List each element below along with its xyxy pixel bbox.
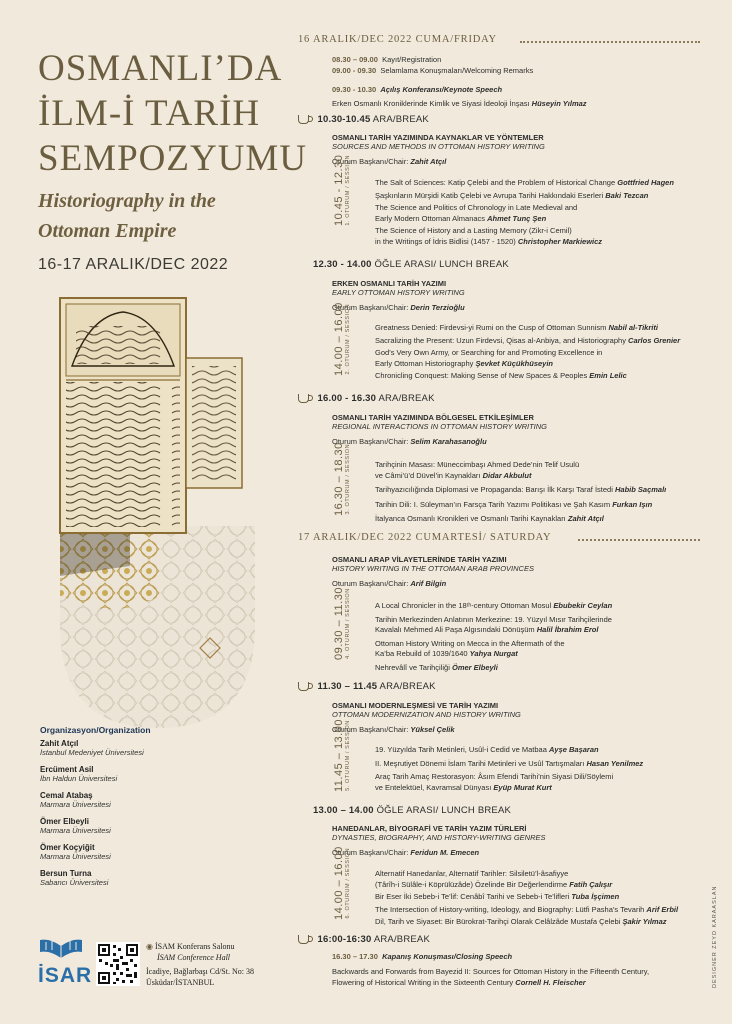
paper-title-cont: ve Câmi’ü’d Düvel’in Kaynakları	[375, 470, 481, 480]
session-time: 14.00 – 16.00	[333, 846, 345, 920]
paper-title: The Science of History and a Lasting Memory (Zikr-i Cemil)	[375, 226, 572, 235]
session-number: 3. OTURUM / SESSION	[345, 443, 351, 515]
paper-author: Hasan Yenilmez	[586, 758, 644, 768]
keynote-header	[332, 85, 502, 94]
session-2-papers	[375, 323, 680, 382]
paper-title: Ottoman History Writing on Mecca in the Aftermath of the	[375, 638, 565, 648]
paper-author: Şakir Yılmaz	[622, 917, 667, 926]
organizer-2	[40, 765, 250, 783]
coffee-cup-icon	[298, 935, 309, 944]
paper	[375, 745, 643, 756]
paper-title: Tarihyazıcılığında Diplomasi ve Propaganda: Barışı İlk Karşı Taraf İstedi	[375, 485, 613, 494]
paper	[375, 203, 674, 224]
address-line-1: İcadiye, Bağlarbaşı Cd/St. No: 38	[146, 967, 254, 976]
closing-title: Backwards and Forwards from Bayezid II: Sources for Ottoman History in the Fifteenth Century,	[332, 967, 650, 976]
session-3-papers	[375, 460, 666, 525]
session-time: 09.30 – 11.30	[333, 587, 345, 660]
paper-title: God’s Very Own Army, or Searching for and Promoting Excellence in	[375, 348, 603, 357]
title-line-3: SEMPOZYUMU	[38, 138, 308, 179]
chair-label: Oturum Başkanı/Chair:	[332, 437, 409, 446]
chair-name: Feridun M. Emecen	[410, 848, 480, 857]
paper-title: The Intersection of History-writing, Ideology, and Biography: Lütfi Pasha’s Tevarih	[375, 904, 645, 914]
session-number: 6. OTURUM / SESSION	[345, 847, 351, 919]
venue-block	[146, 942, 254, 988]
coffee-cup-icon	[298, 394, 309, 403]
venue-line	[146, 942, 254, 953]
paper	[375, 500, 666, 511]
paper-author: Furkan Işın	[612, 499, 653, 509]
lunch-break-1	[313, 259, 509, 270]
session-number: 1. OTURUM / SESSION	[345, 154, 351, 226]
paper-title: Şaşkınların Mürşidi Katib Çelebi ve Avrupa Tarihi Hakkındaki Eserleri	[375, 190, 604, 200]
session-2	[332, 279, 465, 312]
keynote-title: Erken Osmanlı Kroniklerinde Kimlik ve Siyasi İdeoloji İnşası	[332, 99, 530, 108]
session-title-en: HISTORY WRITING IN THE OTTOMAN ARAB PROVINCES	[332, 564, 534, 573]
paper-author: Nabil al-Tikriti	[608, 323, 658, 332]
break-time: 11.30 – 11.45	[317, 681, 378, 692]
paper-author: Şevket Küçükhüseyin	[475, 358, 553, 368]
session-title: ERKEN OSMANLI TARİH YAZIMI	[332, 279, 447, 288]
schedule-item-registration	[332, 55, 441, 64]
subtitle-line-2: Ottoman Empire	[38, 220, 177, 242]
closing-label: Kapanış Konuşması/Closing Speech	[382, 952, 513, 961]
title-line-2: İLM-İ TARİH	[38, 93, 261, 134]
chair-name: Yüksel Çelik	[410, 725, 455, 734]
paper	[375, 772, 643, 793]
paper-title: 19. Yüzyılda Tarih Metinleri, Usûl-i Cedid ve Matbaa	[375, 745, 547, 754]
chair-name: Arif Bilgin	[410, 579, 447, 588]
closing-time: 16.30 – 17.30	[332, 952, 378, 961]
session-5-label	[333, 719, 351, 792]
organizer-name: Ömer Elbeyli	[40, 817, 89, 826]
session-chair	[332, 579, 534, 588]
break-label: ARA/BREAK	[372, 114, 429, 125]
paper	[375, 514, 666, 525]
paper-author: Christopher Markiewicz	[517, 236, 603, 246]
paper	[375, 323, 680, 334]
day1-heading: 16 ARALIK/DEC 2022 CUMA/FRIDAY	[298, 34, 497, 45]
chair-label: Oturum Başkanı/Chair:	[332, 725, 409, 734]
paper-author: Ömer Elbeyli	[452, 662, 498, 672]
address-line-2: Üsküdar/İSTANBUL	[146, 977, 215, 987]
session-time: 10.45 - 12.30	[333, 154, 345, 226]
organizer-5	[40, 843, 250, 861]
session-chair	[332, 437, 547, 446]
paper-author: Fatih Çalışır	[569, 879, 613, 889]
paper-author: Carlos Grenier	[628, 335, 681, 345]
paper-author: Ayşe Başaran	[548, 745, 599, 754]
chair-name: Zahit Atçıl	[410, 157, 447, 166]
session-chair	[332, 848, 546, 857]
break-label: ARA/BREAK	[373, 934, 431, 945]
chair-label: Oturum Başkanı/Chair:	[332, 848, 409, 857]
break-4	[298, 934, 430, 945]
paper	[375, 759, 643, 770]
paper-title: The Science and Politics of Chronology in Late Medieval and	[375, 203, 578, 212]
title-line-1: OSMANLI’DA	[38, 48, 283, 89]
paper	[375, 336, 680, 347]
keynote-talk	[332, 99, 587, 108]
break-time: 16.00 - 16.30	[317, 393, 377, 404]
session-4-label	[333, 587, 351, 660]
session-time: 11.45 – 13.00	[333, 719, 345, 792]
paper	[375, 615, 612, 636]
chair-name: Selim Karahasanoğlu	[410, 437, 487, 446]
day2-heading: 17 ARALIK/DEC 2022 CUMARTESİ/ SATURDAY	[298, 532, 552, 543]
paper-title: Alternatif Hanedanlar, Alternatif Tarihler: Silsiletü’l-âsafiyye	[375, 869, 569, 878]
organizer-institution: İbn Haldun Üniversitesi	[40, 774, 118, 783]
manuscript-illustration	[50, 296, 260, 728]
session-6-papers	[375, 869, 678, 928]
paper-author: Gottfried Hagen	[617, 178, 674, 187]
keynote-author: Hüseyin Yılmaz	[531, 99, 587, 108]
schedule-item-welcome	[332, 66, 533, 75]
session-title-en: OTTOMAN MODERNIZATION AND HISTORY WRITING	[332, 710, 521, 719]
paper-author: Eyüp Murat Kurt	[493, 782, 552, 792]
session-title: OSMANLI MODERNLEŞMESİ VE TARİH YAZIMI	[332, 701, 499, 710]
poster-dates: 16-17 ARALIK/DEC 2022	[38, 256, 229, 273]
session-title-en: REGIONAL INTERACTIONS IN OTTOMAN HISTORY WRITING	[332, 422, 548, 431]
session-title-en: EARLY OTTOMAN HISTORY WRITING	[332, 288, 465, 297]
session-chair	[332, 725, 521, 734]
session-title: OSMANLI TARİH YAZIMINDA KAYNAKLAR VE YÖNTEMLER	[332, 133, 544, 142]
item-text: Selamlama Konuşmaları/Welcoming Remarks	[380, 66, 534, 75]
organization-block	[40, 725, 250, 887]
session-chair	[332, 157, 545, 166]
organizer-institution: İstanbul Medeniyet Üniversitesi	[40, 748, 144, 757]
session-1-label	[333, 155, 351, 226]
paper-author: Arif Erbil	[646, 904, 679, 914]
lunch-label: ÖĞLE ARASI/ LUNCH BREAK	[376, 805, 512, 816]
paper-title: A Local Chronicler in the 18ᵗʰ-century Ottoman Mosul	[375, 601, 552, 610]
paper-title: Tarihin Merkezinden Anlatının Merkezine: 19. Yüzyıl Mısır Tarihçilerinde	[375, 614, 612, 624]
lunch-label: ÖĞLE ARASI/ LUNCH BREAK	[374, 259, 509, 270]
coffee-cup-icon	[298, 682, 309, 691]
paper-title-cont: in the Writings of İdris Bidlisi (1457 - 1520)	[375, 236, 516, 246]
session-title-en: DYNASTIES, BIOGRAPHY, AND HISTORY-WRITING GENRES	[332, 833, 546, 842]
organizer-name: Cemal Atabaş	[40, 791, 93, 800]
session-6-label	[333, 846, 351, 920]
session-number: 2. OTURUM / SESSION	[345, 303, 351, 375]
organizer-6	[40, 869, 250, 887]
paper-title: II. Meşrutiyet Dönemi İslam Tarihi Metinleri ve Usûl Tartışmaları	[375, 758, 585, 768]
session-6	[332, 824, 546, 857]
lunch-time: 12.30 - 14.00	[313, 259, 372, 270]
paper	[375, 905, 678, 916]
paper-author: Emin Lelic	[589, 371, 627, 380]
organizer-1	[40, 739, 250, 757]
closing-title-cont: Flowering of Historical Writing in the Sixteenth Century	[332, 978, 514, 987]
organizer-name: Zahit Atçıl	[40, 739, 79, 748]
keynote-time: 09.30 - 10.30	[332, 85, 377, 94]
break-2	[298, 393, 435, 404]
session-3	[332, 413, 547, 446]
paper	[375, 892, 678, 903]
keynote-label: Açılış Konferansı/Keynote Speech	[380, 85, 503, 94]
paper-author: Didar Akbulut	[482, 470, 532, 480]
break-time: 16:00-16:30	[317, 934, 372, 945]
paper	[375, 485, 666, 496]
paper	[375, 348, 680, 369]
session-5-papers	[375, 745, 643, 793]
paper-author: Zahit Atçıl	[567, 514, 604, 523]
paper-title: Tarihin Dili: I. Süleyman’ın Farsça Tarih Yazımı Politikası ve Şah Kasım	[375, 499, 611, 509]
paper	[375, 663, 612, 674]
paper-title: Nehrevâlî ve Tarihçiliği	[375, 662, 450, 672]
subtitle-line-1: Historiography in the	[38, 190, 216, 212]
session-chair	[332, 303, 465, 312]
paper-title-cont: Early Modern Ottoman Almanacs	[375, 213, 486, 223]
chair-name: Derin Terzioğlu	[410, 303, 465, 312]
venue-tr: İSAM Konferans Salonu	[154, 942, 235, 951]
poster-title	[38, 46, 307, 181]
paper-title: The Salt of Sciences: Katip Çelebi and the Problem of Historical Change	[375, 178, 616, 187]
paper	[375, 639, 612, 660]
organizer-name: Bersun Turna	[40, 869, 92, 878]
organizer-institution: Marmara Üniversitesi	[40, 800, 111, 809]
organizer-institution: Marmara Üniversitesi	[40, 826, 111, 835]
paper-title: Greatness Denied: Firdevsi-yi Rumi on the Cusp of Ottoman Sunnism	[375, 323, 607, 332]
paper-author: Halil İbrahim Erol	[536, 625, 599, 634]
paper	[375, 226, 674, 247]
paper	[375, 869, 678, 890]
paper-author: Ahmet Tunç Şen	[487, 213, 547, 223]
location-pin-icon: ◉	[146, 942, 153, 951]
coffee-cup-icon	[298, 115, 309, 124]
session-title: HANEDANLAR, BİYOGRAFİ VE TARİH YAZIM TÜRLERİ	[332, 824, 527, 833]
paper-title-cont: Ka’ba Rebuild of 1039/1640	[375, 649, 468, 658]
break-time: 10.30-10.45	[317, 114, 371, 125]
paper-author: Yahya Nurgat	[469, 649, 518, 658]
session-2-label	[333, 302, 351, 376]
isar-logo	[38, 936, 93, 987]
paper-title-cont: (Târîh-i Sülâle-i Köprülüzâde) Özelinde Bir Değerlendirme	[375, 879, 568, 889]
organizer-name: Ömer Koçyiğit	[40, 843, 95, 852]
chair-label: Oturum Başkanı/Chair:	[332, 579, 409, 588]
lunch-time: 13.00 – 14.00	[313, 805, 374, 816]
paper-author: Habib Saçmalı	[614, 485, 667, 494]
session-time: 14.00 – 16.00	[333, 302, 345, 376]
paper	[375, 178, 674, 189]
break-label: ARA/BREAK	[378, 393, 435, 404]
item-time: 09.00 - 09.30	[332, 66, 377, 75]
session-3-label	[333, 442, 351, 516]
break-1	[298, 114, 429, 125]
paper-title-cont: Kavalalı Mehmed Ali Paşa Algısındaki Dönüşüm	[375, 625, 535, 634]
organizer-4	[40, 817, 250, 835]
venue-en: İSAM Conference Hall	[157, 952, 231, 962]
session-title-en: SOURCES AND METHODS IN OTTOMAN HISTORY WRITING	[332, 142, 545, 151]
book-icon	[38, 936, 84, 960]
session-4-papers	[375, 601, 612, 673]
paper	[375, 601, 612, 612]
paper-title: Tarihçinin Masası: Müneccimbaşı Ahmed Dede’nin Telif Usulü	[375, 460, 580, 469]
paper-title-cont: ve Entelektüel, Kavramsal Dünyası	[375, 782, 492, 792]
session-1-papers	[375, 178, 674, 247]
designer-credit: DESIGNER ZEYD KARAASLAN	[712, 885, 718, 988]
organizer-institution: Marmara Üniversitesi	[40, 852, 111, 861]
closing-header	[332, 952, 512, 961]
item-time: 08.30 – 09.00	[332, 55, 378, 64]
paper-author: Ebubekir Ceylan	[553, 601, 613, 610]
session-1	[332, 133, 545, 166]
day1-heading-rule	[520, 41, 700, 43]
paper-author: Tuba İşçimen	[571, 892, 620, 901]
closing-talk	[332, 966, 649, 988]
session-number: 5. OTURUM / SESSION	[345, 720, 351, 791]
paper	[375, 191, 674, 202]
poster-subtitle	[38, 186, 216, 246]
paper-title: Dil, Tarih ve Siyaset: Bir Bürokrat-Tarihçi Olarak Celâlzâde Mustafa Çelebi	[375, 917, 621, 926]
session-title: OSMANLI ARAP VİLAYETLERİNDE TARİH YAZIMI	[332, 555, 507, 564]
paper-title: İtalyanca Osmanlı Kronikleri ve Osmanlı Tarihi Kaynakları	[375, 514, 566, 523]
paper	[375, 917, 678, 928]
qr-code[interactable]	[96, 942, 140, 986]
organizer-name: Ercüment Asil	[40, 765, 94, 774]
paper	[375, 371, 680, 382]
paper-title: Chronicling Conquest: Making Sense of New Spaces & Peoples	[375, 371, 588, 380]
break-label: ARA/BREAK	[379, 681, 436, 692]
closing-title-cont-line	[332, 977, 649, 988]
closing-author: Cornell H. Fleischer	[515, 978, 586, 987]
break-3	[298, 681, 436, 692]
day2-heading-rule	[578, 539, 700, 541]
chair-label: Oturum Başkanı/Chair:	[332, 303, 409, 312]
lunch-break-2	[313, 805, 511, 816]
isar-logo-text: İSAR	[38, 964, 93, 987]
paper-title-cont: Early Ottoman Historiography	[375, 358, 474, 368]
item-text: Kayıt/Registration	[382, 55, 442, 64]
organizer-institution: Sabancı Üniversitesi	[40, 878, 109, 887]
chair-label: Oturum Başkanı/Chair:	[332, 157, 409, 166]
paper-author: Baki Tezcan	[605, 190, 649, 200]
paper-title: Araç Tarih Amaç Restorasyon: Âsım Efendi Tarihi’nin Siyasi Dili/Söylemi	[375, 772, 614, 781]
organization-heading: Organizasyon/Organization	[40, 725, 151, 735]
session-number: 4. OTURUM / SESSION	[345, 588, 351, 659]
session-time: 16.30 – 18.30	[333, 442, 345, 516]
paper-title: Sacralizing the Present: Uzun Firdevsi, Qisas al-Anbiya, and Historiography	[375, 335, 626, 345]
session-title: OSMANLI TARİH YAZIMINDA BÖLGESEL ETKİLEŞİMLER	[332, 413, 534, 422]
paper	[375, 460, 666, 481]
paper-title: Bir Eser İki Sebeb-i Te’lif: Cenâbî Tarihi ve Sebeb-i Te’lifleri	[375, 892, 570, 901]
session-4	[332, 555, 534, 588]
session-5	[332, 701, 521, 734]
organizer-3	[40, 791, 250, 809]
